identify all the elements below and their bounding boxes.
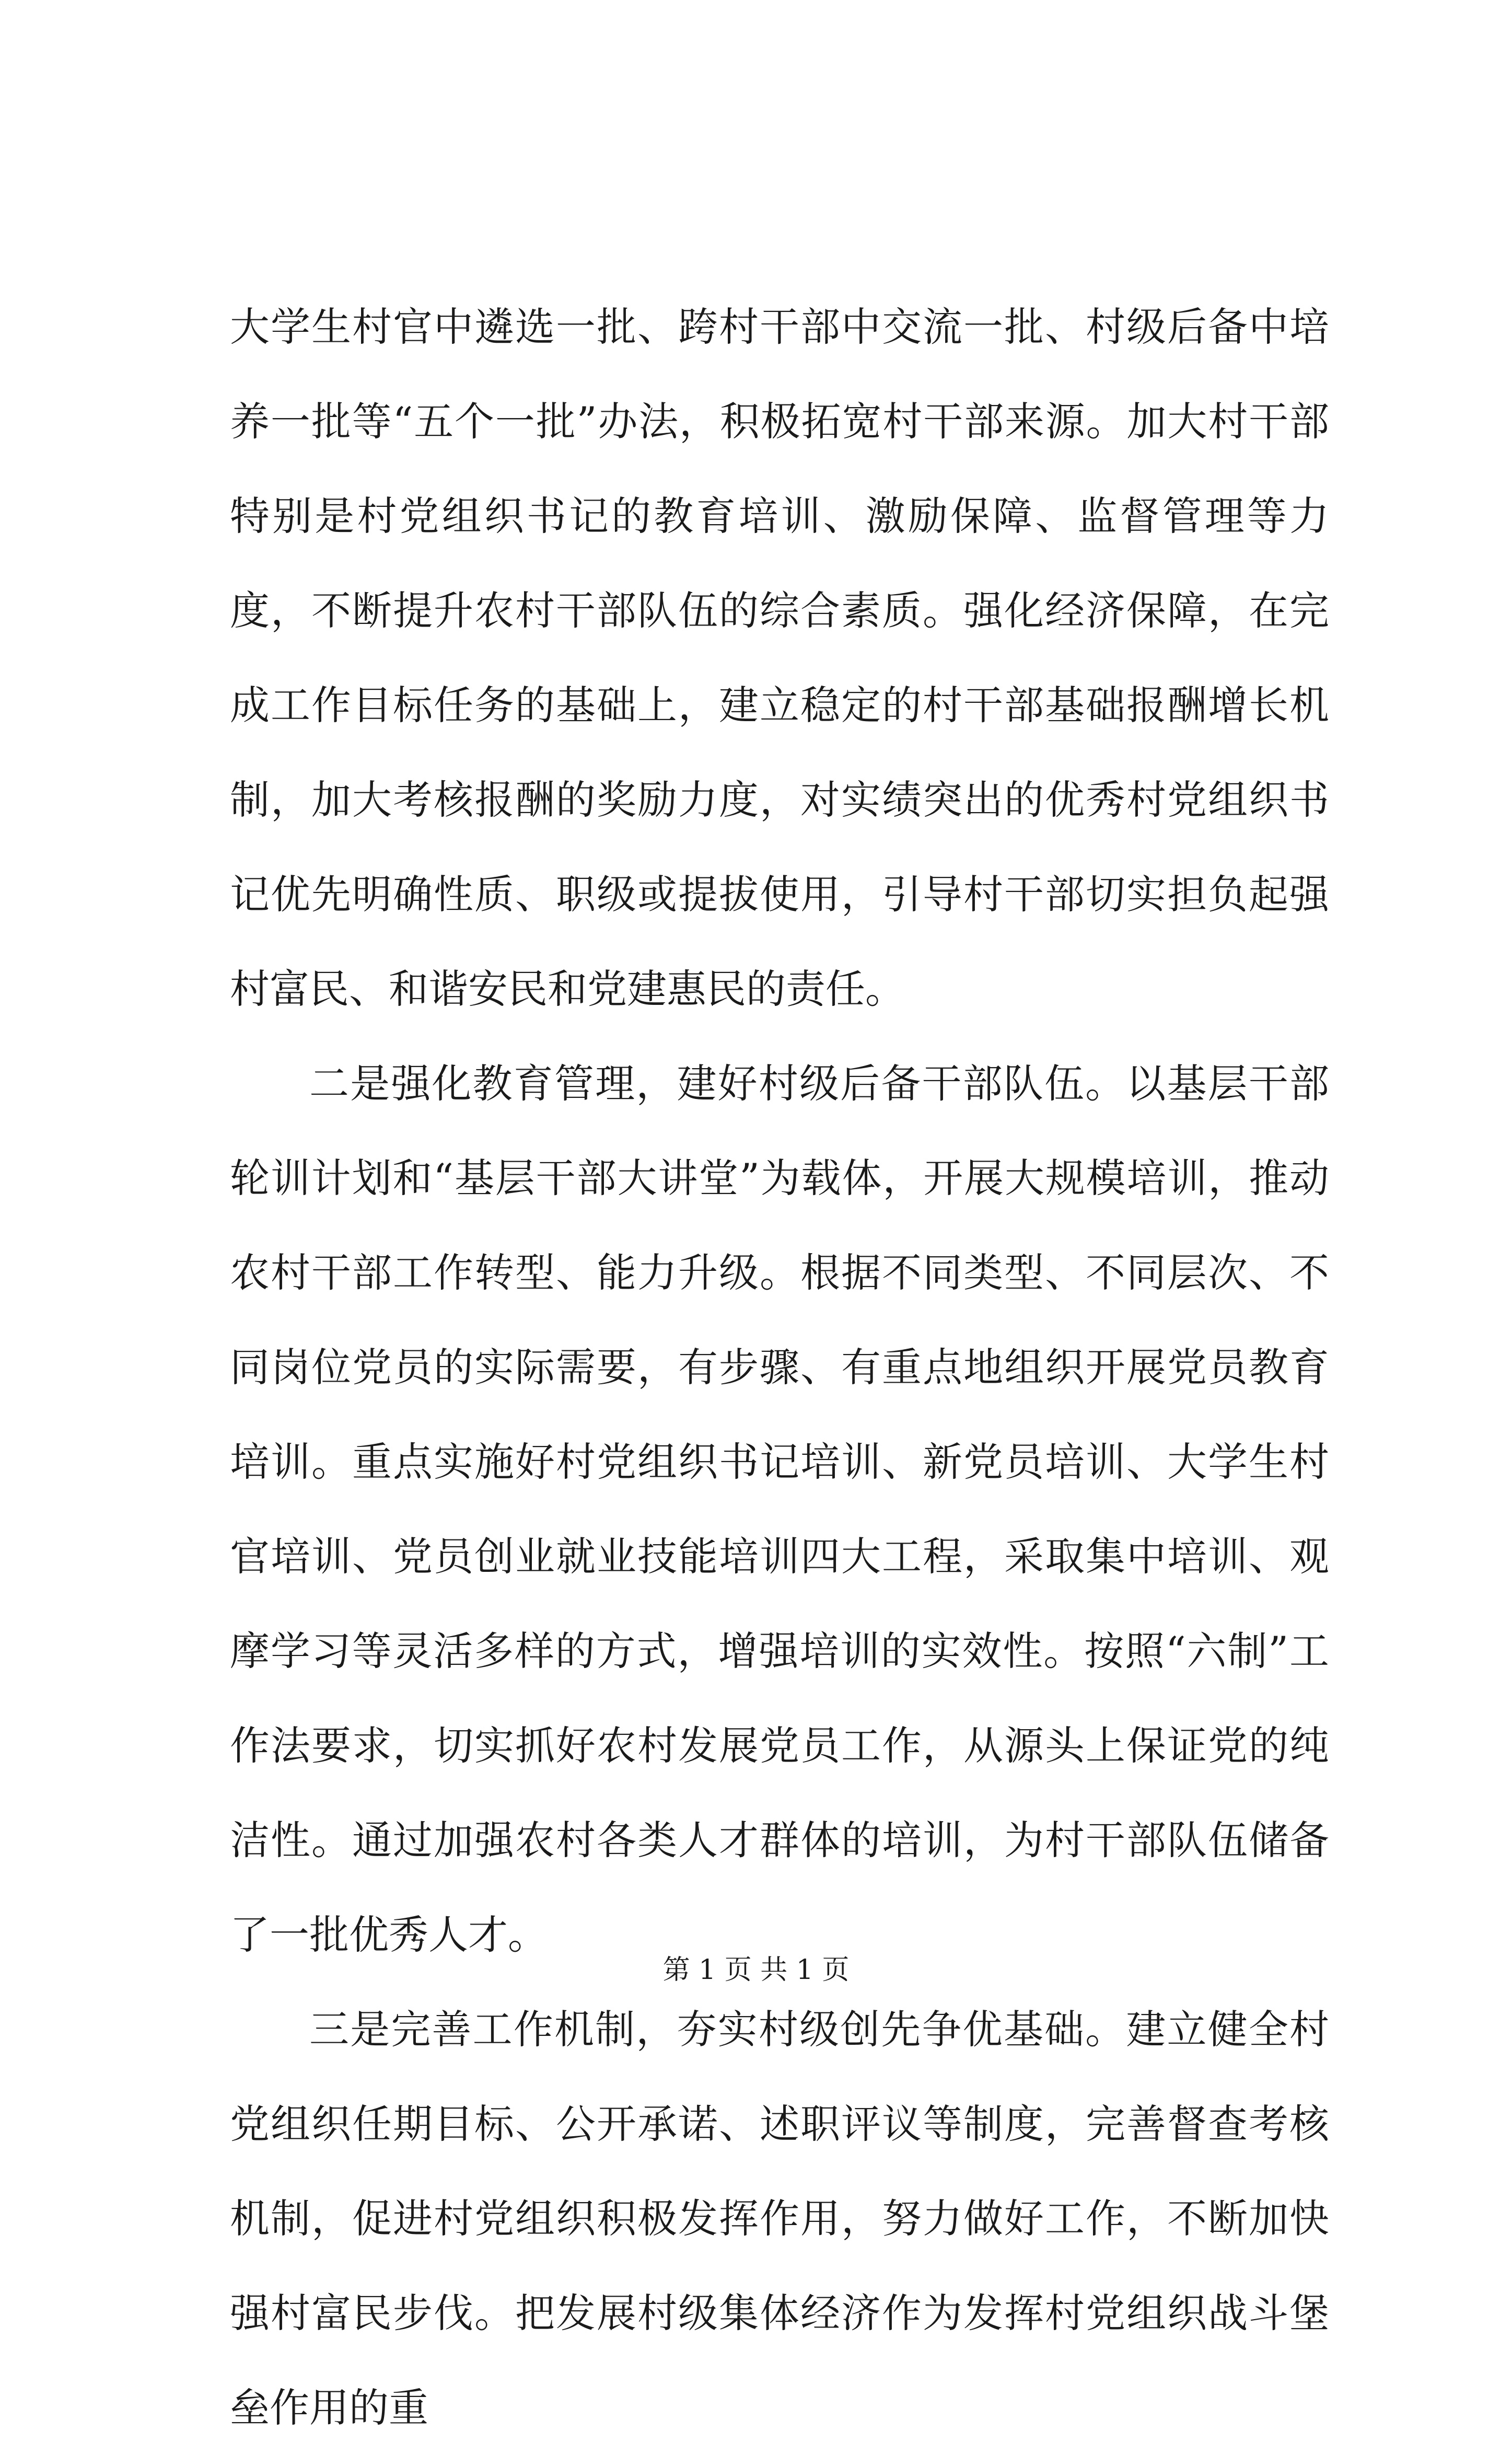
document-body: [230, 280, 1329, 2455]
paragraph-education-management: 二是强化教育管理，建好村级后备干部队伍。以基层干部轮训计划和“基层干部大讲堂”为载体，开展大规模培训，推动农村干部工作转型、能力升级。根据不同类型、不同层次、不同岗位党员的实际需要，有步骤、有重点地组织开展党员教育培训。重点实施好村党组织书记培训、新党员培训、大学生村官培训、党员创业就业技能培训四大工程，采取集中培训、观摩学习等灵活多样的方式，增强培训的实效性。按照“六制”工作法要求，切实抓好农村发展党员工作，从源头上保证党的纯洁性。通过加强农村各类人才群体的培训，为村干部队伍储备了一批优秀人才。: [230, 1060, 1329, 1958]
page-footer: 第 1 页 共 1 页: [662, 1954, 850, 1986]
paragraph-work-mechanism: 三是完善工作机制，夯实村级创先争优基础。建立健全村党组织任期目标、公开承诺、述职评议等制度，完善督查考核机制，促进村党组织积极发挥作用，努力做好工作，不断加快强村富民步伐。把发展村级集体经济作为发挥村党组织战斗堡垒作用的重: [230, 2006, 1329, 2431]
paragraph-continuation: 大学生村官中遴选一批、跨村干部中交流一批、村级后备中培养一批等“五个一批”办法，积极拓宽村干部来源。加大村干部特别是村党组织书记的教育培训、激励保障、监督管理等力度，不断提升农村干部队伍的综合素质。强化经济保障，在完成工作目标任务的基础上，建立稳定的村干部基础报酬增长机制，加大考核报酬的奖励力度，对实绩突出的优秀村党组织书记优先明确性质、职级或提拔使用，引导村干部切实担负起强村富民、和谐安民和党建惠民的责任。: [230, 304, 1329, 1012]
